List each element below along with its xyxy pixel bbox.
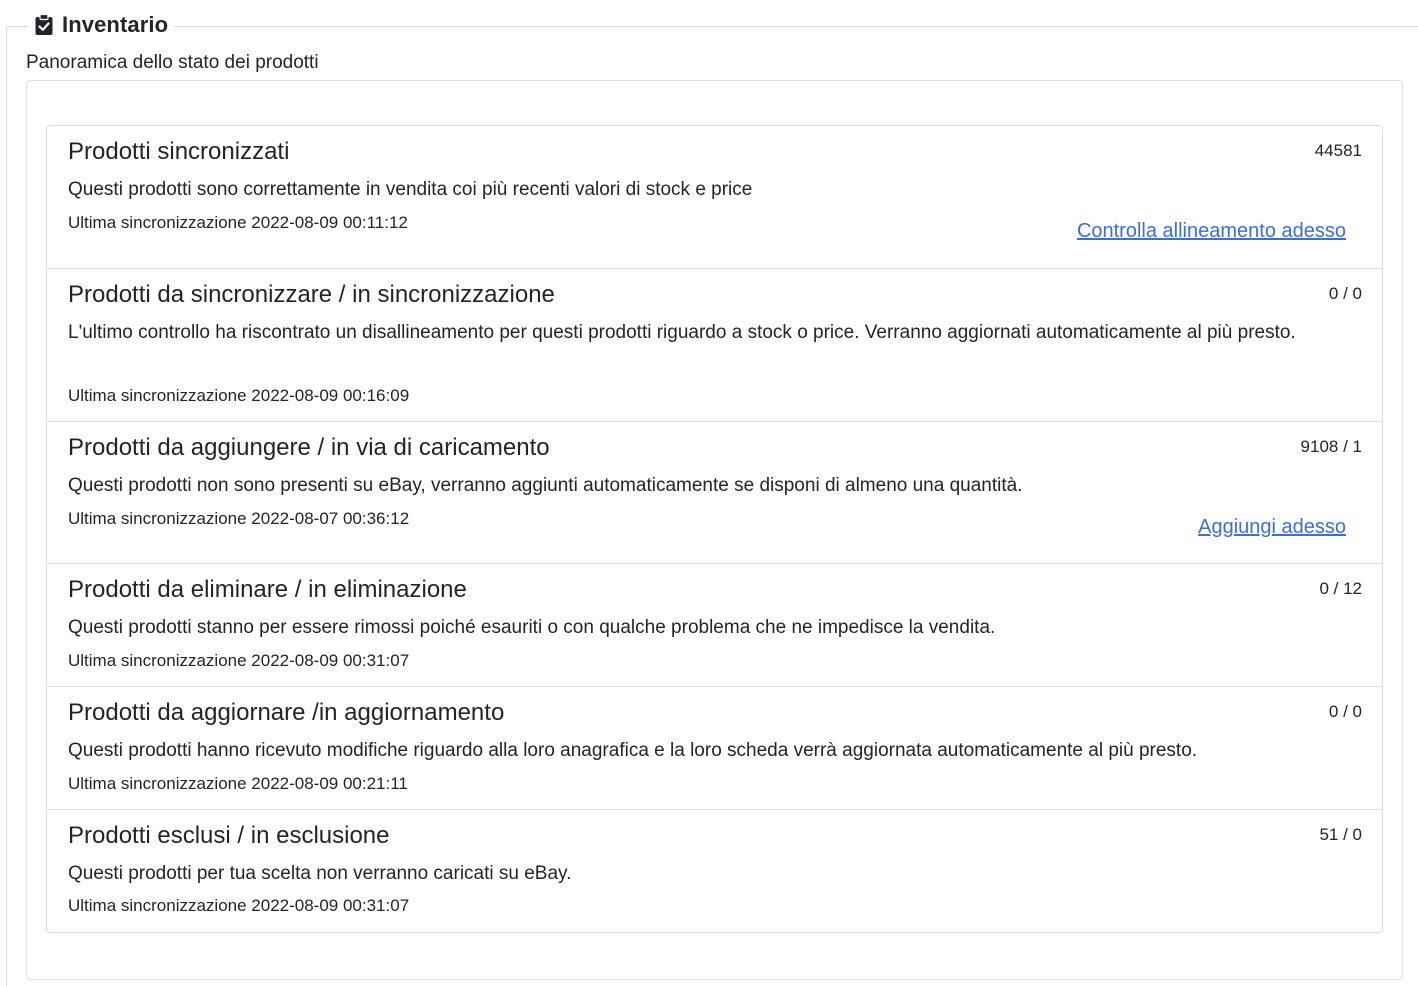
section-title: Inventario <box>62 12 169 37</box>
status-item-title: Prodotti sincronizzati <box>68 138 290 165</box>
status-item-to-add <box>47 422 1382 564</box>
status-item-description: Questi prodotti per tua scelta non verranno caricati su eBay. <box>68 863 572 884</box>
status-item-last-sync: Ultima sincronizzazione 2022-08-07 00:36:12 <box>68 509 410 528</box>
status-item-title: Prodotti esclusi / in esclusione <box>68 822 390 849</box>
clipboard-check-icon <box>34 14 54 36</box>
status-item-to-update <box>47 687 1382 810</box>
status-item-description: Questi prodotti sono correttamente in vendita coi più recenti valori di stock e price <box>68 179 753 200</box>
section-subtitle: Panoramica dello stato dei prodotti <box>26 52 319 73</box>
status-item-description: Questi prodotti non sono presenti su eBay, verranno aggiunti automaticamente se disponi di almeno una quantità. <box>68 475 1023 496</box>
status-item-title: Prodotti da sincronizzare / in sincronizzazione <box>68 281 555 308</box>
status-item-last-sync: Ultima sincronizzazione 2022-08-09 00:16:09 <box>68 386 410 405</box>
status-item-description: Questi prodotti stanno per essere rimossi poiché esauriti o con qualche problema che ne impedisce la vendita. <box>68 617 996 638</box>
status-item-title: Prodotti da eliminare / in eliminazione <box>68 576 467 603</box>
status-item-count: 44581 <box>1314 141 1362 160</box>
status-list <box>46 125 1383 933</box>
status-item-last-sync: Ultima sincronizzazione 2022-08-09 00:31:07 <box>68 896 410 915</box>
status-item-last-sync: Ultima sincronizzazione 2022-08-09 00:31:07 <box>68 651 410 670</box>
status-item-count: 0 / 0 <box>1328 284 1362 303</box>
section-legend <box>28 10 174 40</box>
status-item-last-sync: Ultima sincronizzazione 2022-08-09 00:11:12 <box>68 213 408 232</box>
status-item-title: Prodotti da aggiungere / in via di caricamento <box>68 434 550 461</box>
status-item-count: 0 / 12 <box>1319 579 1362 598</box>
status-item-to-sync <box>47 269 1382 422</box>
status-item-title: Prodotti da aggiornare /in aggiornamento <box>68 699 505 726</box>
status-item-excluded <box>47 810 1382 932</box>
status-item-description: Questi prodotti hanno ricevuto modifiche riguardo alla loro anagrafica e la loro scheda verrà aggiornata automaticamente al più presto. <box>68 740 1198 761</box>
status-item-description: L'ultimo controllo ha riscontrato un disallineamento per questi prodotti riguardo a stock o price. Verranno aggiornati automaticamente al più presto. <box>68 322 1296 343</box>
check-alignment-link[interactable]: Controlla allineamento adesso <box>1076 220 1346 242</box>
status-item-count: 0 / 0 <box>1328 702 1362 721</box>
status-item-count: 51 / 0 <box>1319 825 1362 844</box>
status-item-count: 9108 / 1 <box>1300 437 1362 456</box>
add-now-link[interactable]: Aggiungi adesso <box>1198 516 1346 538</box>
status-item-last-sync: Ultima sincronizzazione 2022-08-09 00:21:11 <box>68 774 408 793</box>
status-item-synced <box>47 126 1382 269</box>
status-item-to-delete <box>47 564 1382 687</box>
